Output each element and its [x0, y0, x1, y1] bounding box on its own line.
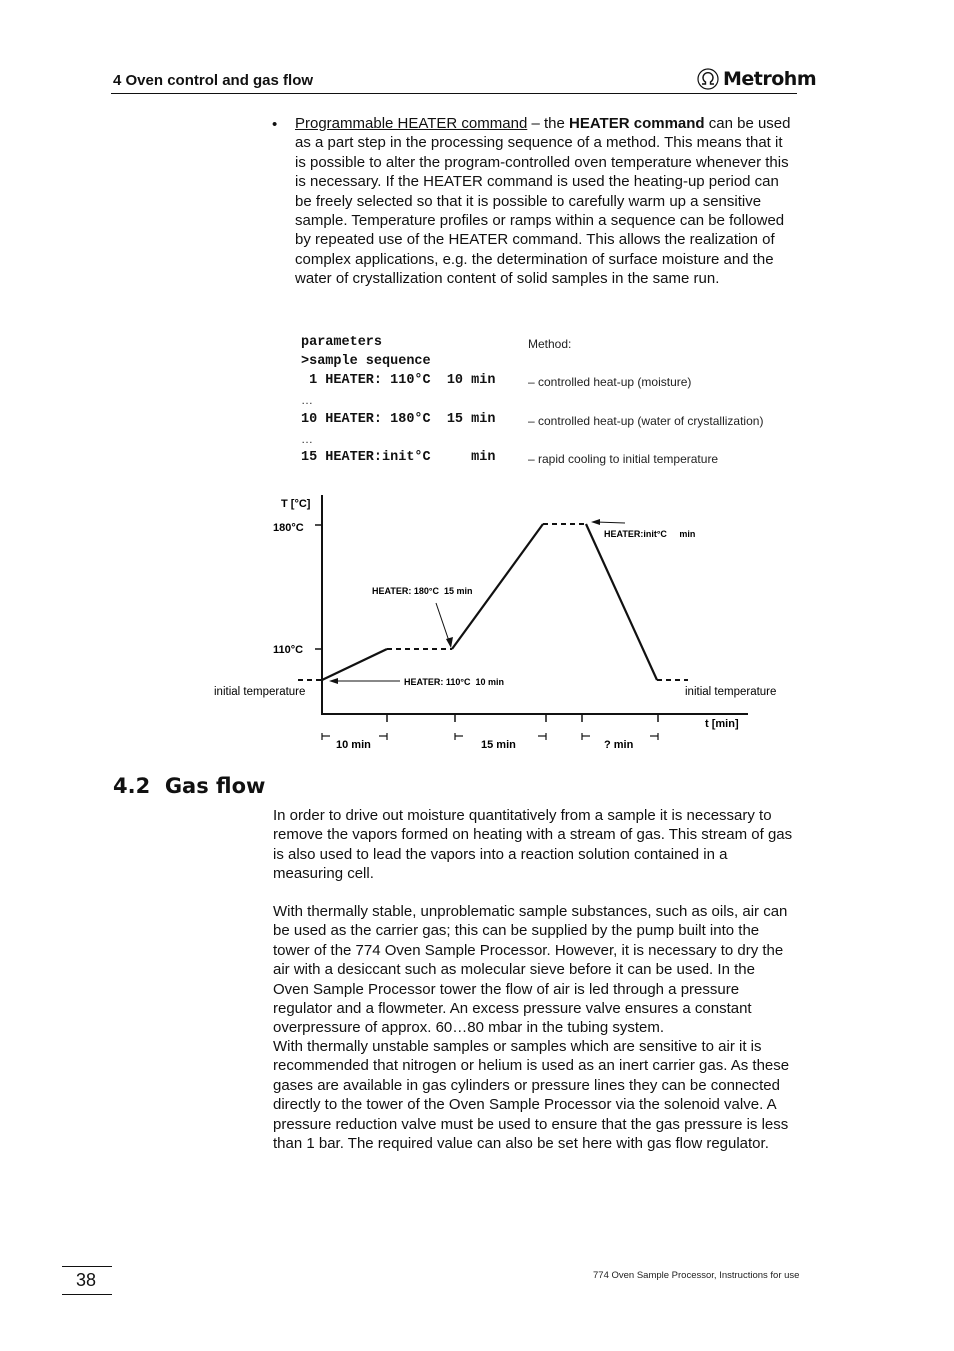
section-heading: 4.2 Gas flow — [113, 774, 266, 798]
duration-label-15: 15 min — [481, 739, 516, 751]
arrow-init-head — [591, 519, 600, 525]
code-line-heater-15: 15 HEATER:init°C min — [301, 450, 496, 465]
page-number: 38 — [76, 1270, 97, 1290]
temperature-cooling — [586, 524, 657, 680]
bullet-text: can be used as a part step in the processing sequence of a method. This means that it is possible to alter the program-controlled oven temperature whenever this is necessary. If the HEATER command is used the heating-up period can be freely selected so that it is possible to carefully warm up a sensitive sample. Temperature profiles or ramps within a sequence can be followed by repeated use of the HEATER command. This allows the realization of complex applications, e.g. the determination of surface moisture and the water of crystallization content of solid samples in the same run. — [295, 115, 791, 288]
arrow-110-head — [329, 678, 338, 684]
arrow-init-line — [596, 522, 625, 523]
initial-temperature-left: initial temperature — [214, 686, 306, 698]
note-crystallization: – controlled heat-up (water of crystallization) — [528, 414, 764, 428]
bullet-dash: – the — [527, 115, 569, 132]
annotation-heater-180: HEATER: 180°C 15 min — [372, 586, 473, 596]
code-ellipsis-2: … — [301, 432, 314, 446]
bullet-marker: • — [272, 116, 278, 133]
note-method: Method: — [528, 337, 572, 351]
x-axis-label: t [min] — [705, 718, 739, 730]
y-tick-label-110: 110°C — [273, 644, 304, 656]
arrow-180-head — [446, 637, 453, 648]
duration-label-unknown: ? min — [604, 739, 634, 751]
gas-flow-paragraph-2: With thermally stable, unproblematic sample substances, such as oils, air can be used as the carrier gas; this can be supplied by the pump built into the tower of the 774 Oven Sample Processor. However, it is necessary to dry the air with a desiccant such as molecular sieve before it can be used. In the Oven Sample Processor tower the flow of air is led through a pressure regulator and a flowmeter. An excess pressure valve ensures a constant overpressure of approx. 60…80 mbar in the tubing system. — [273, 903, 788, 1037]
annotation-heater-110: HEATER: 110°C 10 min — [404, 677, 504, 687]
code-line-parameters: parameters — [301, 335, 383, 350]
code-ellipsis-1: … — [301, 393, 314, 407]
gas-flow-paragraph-1: In order to drive out moisture quantitatively from a sample it is necessary to remove the vapors formed on heating with a stream of gas. This stream of gas is also used to lead the vapors into a reaction solution contained in a measuring cell. — [273, 807, 793, 883]
footer-rule-bottom — [62, 1294, 112, 1295]
y-axis-label: T [°C] — [281, 498, 311, 510]
gas-flow-paragraph-3: With thermally unstable samples or samples which are sensitive to air it is recommended that nitrogen or helium is used as an inert carrier gas. As these gases are available in gas cylinders or pressure lines they can be connected directly to the tower of the Oven Sample Processor via the solenoid valve. A pressure reduction valve must be used to ensure that the gas pressure is less than 1 bar. The required value can also be set here with gas flow regulator. — [273, 1038, 790, 1153]
initial-temperature-right: initial temperature — [685, 686, 777, 698]
note-cooling: – rapid cooling to initial temperature — [528, 452, 719, 466]
code-line-sample-sequence: >sample sequence — [301, 354, 431, 369]
arrow-180-line — [436, 603, 450, 644]
heater-command-link: Programmable HEATER command — [295, 115, 528, 132]
y-tick-label-180: 180°C — [273, 522, 304, 534]
logo-text: Metrohm — [723, 68, 817, 90]
footer-document-title: 774 Oven Sample Processor, Instructions for use — [593, 1270, 800, 1281]
note-moisture: – controlled heat-up (moisture) — [528, 375, 692, 389]
annotation-heater-init: HEATER:init°C min — [604, 529, 696, 539]
heater-command-bold: HEATER command — [569, 115, 705, 132]
duration-label-10: 10 min — [336, 739, 371, 751]
running-header-title: 4 Oven control and gas flow — [113, 72, 314, 89]
code-line-heater-1: 1 HEATER: 110°C 10 min — [301, 373, 496, 388]
footer-rule-top — [62, 1266, 112, 1267]
code-line-heater-10: 10 HEATER: 180°C 15 min — [301, 412, 496, 427]
temperature-profile-line — [322, 649, 387, 680]
